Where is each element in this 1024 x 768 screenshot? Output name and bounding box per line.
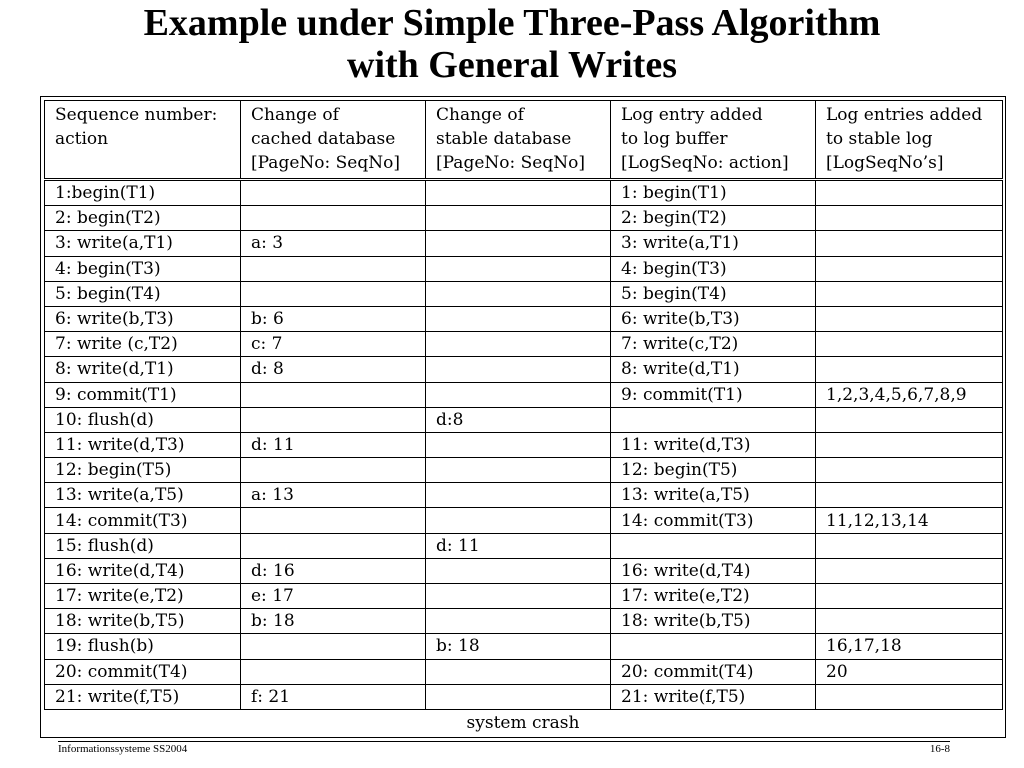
table-cell-log-buffer-entry: 3: write(a,T1)	[611, 231, 816, 256]
table-cell-stable-log-entries	[816, 432, 1003, 457]
column-header-line: stable database	[436, 129, 572, 149]
table-cell-log-buffer-entry: 17: write(e,T2)	[611, 584, 816, 609]
table-cell-sequence-action: 2: begin(T2)	[45, 206, 241, 231]
table-cell-sequence-action: 18: write(b,T5)	[45, 609, 241, 634]
slide-title-line-2: with General Writes	[347, 44, 677, 86]
table-cell-stable-db-change	[426, 382, 611, 407]
table-row	[45, 533, 1003, 558]
table-cell-stable-log-entries	[816, 558, 1003, 583]
table-cell-log-buffer-entry: 11: write(d,T3)	[611, 432, 816, 457]
table-cell-stable-log-entries	[816, 458, 1003, 483]
table-cell-cached-db-change: d: 16	[241, 558, 426, 583]
table-cell-stable-db-change	[426, 206, 611, 231]
table-row	[45, 609, 1003, 634]
table-cell-stable-db-change	[426, 458, 611, 483]
table-cell-stable-db-change	[426, 332, 611, 357]
table-cell-sequence-action: 21: write(f,T5)	[45, 684, 241, 709]
table-cell-log-buffer-entry: 4: begin(T3)	[611, 256, 816, 281]
table-cell-log-buffer-entry: 2: begin(T2)	[611, 206, 816, 231]
table-cell-sequence-action: 12: begin(T5)	[45, 458, 241, 483]
table-cell-log-buffer-entry: 16: write(d,T4)	[611, 558, 816, 583]
table-cell-stable-log-entries	[816, 609, 1003, 634]
table-cell-sequence-action: 19: flush(b)	[45, 634, 241, 659]
table-cell-stable-log-entries	[816, 584, 1003, 609]
table-cell-stable-db-change	[426, 558, 611, 583]
table-row	[45, 332, 1003, 357]
column-header-stable-log-entries	[816, 101, 1003, 180]
table-cell-stable-log-entries	[816, 180, 1003, 206]
table-cell-stable-db-change	[426, 256, 611, 281]
table-cell-stable-log-entries: 1,2,3,4,5,6,7,8,9	[816, 382, 1003, 407]
table-row	[45, 281, 1003, 306]
table-cell-cached-db-change	[241, 458, 426, 483]
table-cell-stable-log-entries: 20	[816, 659, 1003, 684]
table-cell-stable-db-change: d:8	[426, 407, 611, 432]
table-cell-stable-db-change: b: 18	[426, 634, 611, 659]
table-cell-stable-log-entries	[816, 483, 1003, 508]
table-cell-stable-db-change: d: 11	[426, 533, 611, 558]
table-cell-stable-log-entries	[816, 281, 1003, 306]
table-cell-cached-db-change	[241, 206, 426, 231]
table-cell-stable-log-entries	[816, 407, 1003, 432]
table-cell-stable-db-change	[426, 508, 611, 533]
table-cell-sequence-action: 17: write(e,T2)	[45, 584, 241, 609]
table-cell-stable-log-entries	[816, 357, 1003, 382]
table-header-row	[45, 101, 1003, 180]
table-row	[45, 206, 1003, 231]
table-cell-stable-log-entries	[816, 533, 1003, 558]
log-table	[44, 100, 1003, 710]
column-header-line: Log entry added	[621, 105, 763, 125]
log-table-frame	[40, 96, 1006, 738]
table-row	[45, 407, 1003, 432]
table-cell-stable-log-entries	[816, 684, 1003, 709]
table-cell-sequence-action: 4: begin(T3)	[45, 256, 241, 281]
table-cell-stable-log-entries: 16,17,18	[816, 634, 1003, 659]
table-row	[45, 458, 1003, 483]
column-header-stable-db-change	[426, 101, 611, 180]
table-cell-cached-db-change	[241, 382, 426, 407]
table-row	[45, 508, 1003, 533]
table-cell-stable-log-entries	[816, 332, 1003, 357]
column-header-line: [LogSeqNo: action]	[621, 153, 789, 173]
table-cell-log-buffer-entry	[611, 533, 816, 558]
table-cell-cached-db-change	[241, 634, 426, 659]
table-cell-sequence-action: 13: write(a,T5)	[45, 483, 241, 508]
table-row	[45, 558, 1003, 583]
table-row	[45, 659, 1003, 684]
table-cell-log-buffer-entry: 6: write(b,T3)	[611, 306, 816, 331]
column-header-sequence-action	[45, 101, 241, 180]
column-header-line: Change of	[436, 105, 524, 125]
table-row	[45, 256, 1003, 281]
table-row	[45, 684, 1003, 709]
table-cell-sequence-action: 6: write(b,T3)	[45, 306, 241, 331]
table-cell-sequence-action: 10: flush(d)	[45, 407, 241, 432]
table-cell-log-buffer-entry: 13: write(a,T5)	[611, 483, 816, 508]
table-cell-cached-db-change: f: 21	[241, 684, 426, 709]
table-cell-stable-db-change	[426, 609, 611, 634]
table-cell-stable-db-change	[426, 483, 611, 508]
footer-page-number: 16-8	[929, 743, 950, 755]
table-cell-stable-log-entries: 11,12,13,14	[816, 508, 1003, 533]
table-cell-sequence-action: 7: write (c,T2)	[45, 332, 241, 357]
table-cell-cached-db-change: a: 3	[241, 231, 426, 256]
table-cell-log-buffer-entry: 21: write(f,T5)	[611, 684, 816, 709]
table-cell-cached-db-change	[241, 659, 426, 684]
column-header-line: Change of	[251, 105, 339, 125]
column-header-line: action	[55, 129, 109, 149]
table-row	[45, 180, 1003, 206]
table-cell-cached-db-change: a: 13	[241, 483, 426, 508]
table-cell-stable-db-change	[426, 281, 611, 306]
table-row	[45, 483, 1003, 508]
table-cell-cached-db-change	[241, 508, 426, 533]
table-row	[45, 306, 1003, 331]
table-row	[45, 357, 1003, 382]
table-cell-log-buffer-entry	[611, 634, 816, 659]
table-cell-log-buffer-entry: 1: begin(T1)	[611, 180, 816, 206]
system-crash-label: system crash	[466, 713, 580, 733]
table-row	[45, 231, 1003, 256]
table-cell-sequence-action: 3: write(a,T1)	[45, 231, 241, 256]
table-cell-log-buffer-entry: 18: write(b,T5)	[611, 609, 816, 634]
table-cell-sequence-action: 9: commit(T1)	[45, 382, 241, 407]
table-cell-cached-db-change	[241, 256, 426, 281]
table-cell-sequence-action: 11: write(d,T3)	[45, 432, 241, 457]
table-cell-stable-db-change	[426, 231, 611, 256]
table-cell-log-buffer-entry: 14: commit(T3)	[611, 508, 816, 533]
table-cell-stable-db-change	[426, 659, 611, 684]
column-header-line: [PageNo: SeqNo]	[436, 153, 585, 173]
column-header-line: to log buffer	[621, 129, 728, 149]
column-header-line: Log entries added	[826, 105, 983, 125]
table-cell-stable-log-entries	[816, 206, 1003, 231]
column-header-line: Sequence number:	[55, 105, 218, 125]
table-cell-log-buffer-entry: 9: commit(T1)	[611, 382, 816, 407]
table-cell-cached-db-change: b: 18	[241, 609, 426, 634]
column-header-line: to stable log	[826, 129, 933, 149]
slide-footer	[58, 741, 950, 755]
table-cell-log-buffer-entry	[611, 407, 816, 432]
table-cell-stable-db-change	[426, 684, 611, 709]
column-header-line: [PageNo: SeqNo]	[251, 153, 400, 173]
table-cell-cached-db-change: e: 17	[241, 584, 426, 609]
table-cell-stable-log-entries	[816, 256, 1003, 281]
table-body	[45, 180, 1003, 710]
table-cell-log-buffer-entry: 20: commit(T4)	[611, 659, 816, 684]
table-row	[45, 634, 1003, 659]
table-cell-cached-db-change	[241, 180, 426, 206]
table-cell-stable-log-entries	[816, 306, 1003, 331]
table-cell-log-buffer-entry: 5: begin(T4)	[611, 281, 816, 306]
footer-course-label: Informationssysteme SS2004	[58, 743, 188, 755]
table-cell-cached-db-change	[241, 281, 426, 306]
table-cell-stable-db-change	[426, 180, 611, 206]
table-cell-log-buffer-entry: 7: write(c,T2)	[611, 332, 816, 357]
table-cell-sequence-action: 16: write(d,T4)	[45, 558, 241, 583]
table-cell-sequence-action: 8: write(d,T1)	[45, 357, 241, 382]
table-cell-sequence-action: 15: flush(d)	[45, 533, 241, 558]
table-cell-cached-db-change: c: 7	[241, 332, 426, 357]
table-cell-stable-db-change	[426, 357, 611, 382]
table-cell-cached-db-change	[241, 533, 426, 558]
table-cell-sequence-action: 1:begin(T1)	[45, 180, 241, 206]
table-cell-cached-db-change	[241, 407, 426, 432]
table-row	[45, 432, 1003, 457]
table-cell-stable-db-change	[426, 432, 611, 457]
table-cell-stable-db-change	[426, 584, 611, 609]
slide-title	[0, 2, 1024, 86]
table-cell-sequence-action: 20: commit(T4)	[45, 659, 241, 684]
table-cell-cached-db-change: d: 11	[241, 432, 426, 457]
table-row	[45, 584, 1003, 609]
column-header-line: [LogSeqNo’s]	[826, 153, 944, 173]
table-cell-stable-db-change	[426, 306, 611, 331]
table-cell-sequence-action: 14: commit(T3)	[45, 508, 241, 533]
table-row	[45, 382, 1003, 407]
table-cell-stable-log-entries	[816, 231, 1003, 256]
column-header-line: cached database	[251, 129, 396, 149]
column-header-log-buffer-entry	[611, 101, 816, 180]
slide-title-line-1: Example under Simple Three-Pass Algorithm	[143, 2, 881, 44]
table-cell-sequence-action: 5: begin(T4)	[45, 281, 241, 306]
table-cell-log-buffer-entry: 12: begin(T5)	[611, 458, 816, 483]
table-cell-log-buffer-entry: 8: write(d,T1)	[611, 357, 816, 382]
table-cell-cached-db-change: b: 6	[241, 306, 426, 331]
table-cell-cached-db-change: d: 8	[241, 357, 426, 382]
column-header-cached-db-change	[241, 101, 426, 180]
